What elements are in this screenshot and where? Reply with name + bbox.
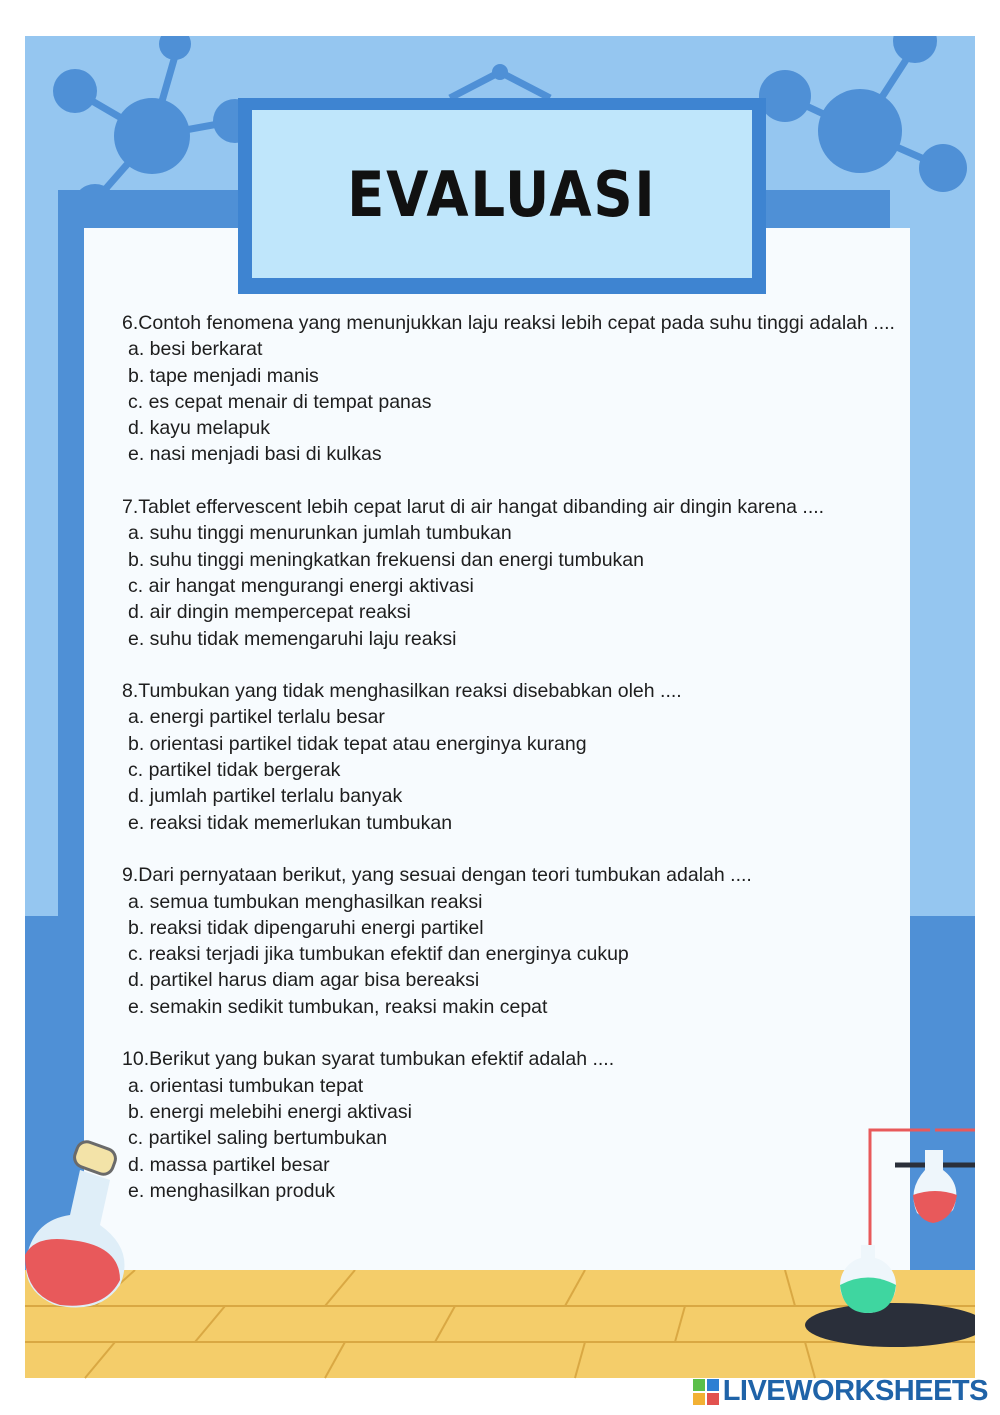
option-d[interactable]: d. air dingin mempercepat reaksi (128, 601, 411, 624)
option-d[interactable]: d. massa partikel besar (128, 1153, 330, 1176)
option-b[interactable]: b. reaksi tidak dipengaruhi energi partikel (128, 916, 484, 939)
option-b[interactable]: b. suhu tinggi meningkatkan frekuensi dan energi tumbukan (128, 548, 644, 571)
option-e[interactable]: e. menghasilkan produk (128, 1179, 336, 1202)
option-b[interactable]: b. orientasi partikel tidak tepat atau energinya kurang (128, 732, 587, 755)
question-list (122, 310, 912, 1230)
option-b[interactable]: b. tape menjadi manis (128, 364, 319, 387)
lab-stand-flasks-icon (835, 1125, 975, 1315)
option-a[interactable]: a. semua tumbukan menghasilkan reaksi (128, 890, 483, 913)
option-e[interactable]: e. reaksi tidak memerlukan tumbukan (128, 811, 453, 834)
answer-options (122, 704, 912, 835)
watermark-text: LIVEWORKSHEETS (722, 1375, 988, 1407)
title-card (252, 110, 752, 278)
option-a[interactable]: a. orientasi tumbukan tepat (128, 1074, 364, 1097)
option-c[interactable]: c. partikel saling bertumbukan (128, 1127, 388, 1150)
liveworksheets-watermark (693, 1375, 988, 1408)
question-text: 9.Dari pernyataan berikut, yang sesuai dengan teori tumbukan adalah .... (122, 864, 752, 887)
question-7 (122, 494, 912, 652)
answer-options (122, 336, 912, 467)
floor-tiles (25, 1270, 975, 1380)
option-e[interactable]: e. semakin sedikit tumbukan, reaksi makin cepat (128, 995, 548, 1018)
question-9 (122, 862, 912, 1020)
option-a[interactable]: a. energi partikel terlalu besar (128, 706, 385, 729)
option-a[interactable]: a. besi berkarat (128, 338, 263, 361)
option-e[interactable]: e. suhu tidak memengaruhi laju reaksi (128, 627, 457, 650)
option-d[interactable]: d. jumlah partikel terlalu banyak (128, 785, 403, 808)
question-10 (122, 1046, 912, 1204)
option-c[interactable]: c. partikel tidak bergerak (128, 759, 341, 782)
option-c[interactable]: c. air hangat mengurangi energi aktivasi (128, 574, 474, 597)
answer-options (122, 1073, 912, 1204)
red-flask-icon (25, 1140, 135, 1310)
question-text: 8.Tumbukan yang tidak menghasilkan reaksi disebabkan oleh .... (122, 680, 682, 703)
question-text: 7.Tablet effervescent lebih cepat larut di air hangat dibanding air dingin karena .... (122, 496, 825, 519)
question-text: 10.Berikut yang bukan syarat tumbukan efektif adalah .... (122, 1048, 615, 1071)
option-b[interactable]: b. energi melebihi energi aktivasi (128, 1100, 412, 1123)
option-c[interactable]: c. es cepat menair di tempat panas (128, 390, 432, 413)
page-title: EVALUASI (347, 157, 657, 231)
answer-options (122, 889, 912, 1020)
liveworksheets-logo-icon (693, 1379, 719, 1405)
option-d[interactable]: d. kayu melapuk (128, 417, 270, 440)
question-text: 6.Contoh fenomena yang menunjukkan laju reaksi lebih cepat pada suhu tinggi adalah .... (122, 312, 895, 334)
option-c[interactable]: c. reaksi terjadi jika tumbukan efektif dan energinya cukup (128, 943, 629, 966)
question-8 (122, 678, 912, 836)
answer-options (122, 520, 912, 651)
option-d[interactable]: d. partikel harus diam agar bisa bereaksi (128, 969, 480, 992)
option-a[interactable]: a. suhu tinggi menurunkan jumlah tumbukan (128, 522, 512, 545)
option-e[interactable]: e. nasi menjadi basi di kulkas (128, 443, 382, 466)
question-6 (122, 310, 912, 468)
